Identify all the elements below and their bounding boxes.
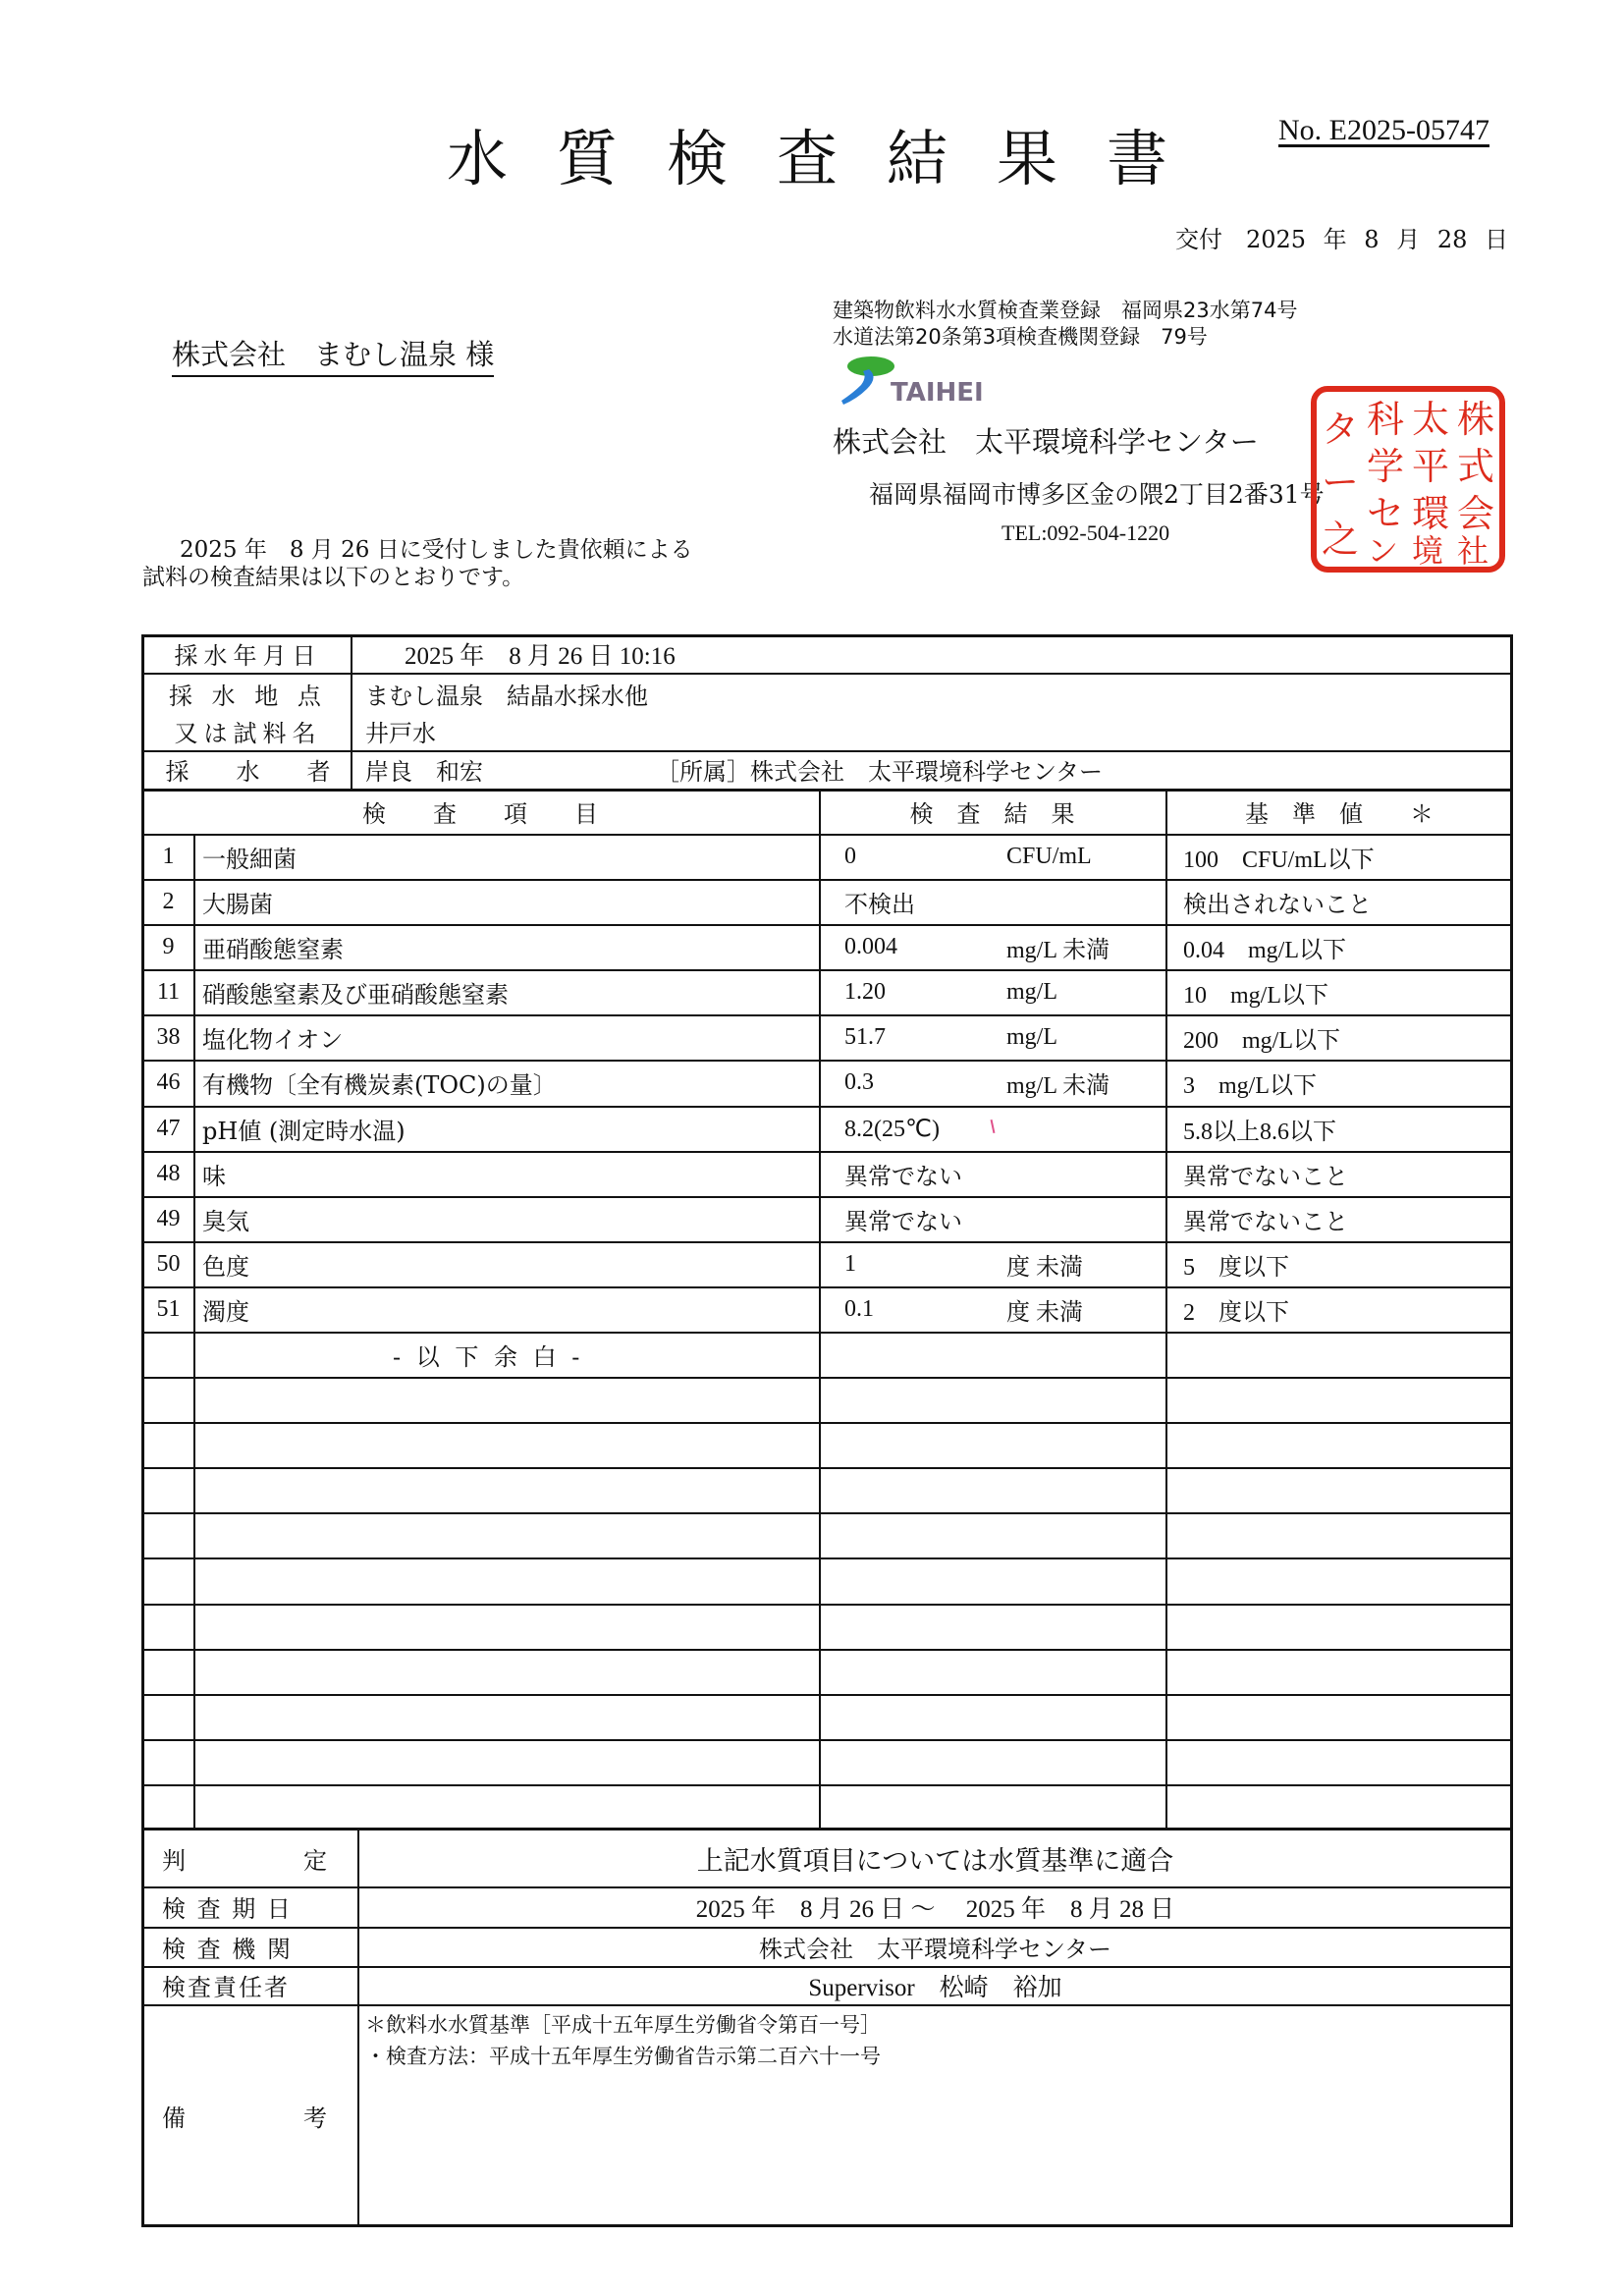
sample-date-value: 2025 年 8 月 26 日 10:16 [405, 642, 676, 670]
row-number: 9 [162, 933, 175, 959]
judgment-value: 上記水質項目については水質基準に適合 [696, 1845, 1174, 1877]
request-line-2: 試料の検査結果は以下のとおりです。 [142, 565, 525, 590]
row-standard: 100 CFU/mL以下 [1183, 847, 1375, 873]
table-rule [141, 1377, 1513, 1379]
row-standard: 2 度以下 [1183, 1299, 1289, 1326]
svg-text:環: 環 [1412, 492, 1450, 535]
row-number: 51 [156, 1295, 181, 1322]
table-rule [141, 1784, 1513, 1786]
row-result-unit: mg/L [1006, 1023, 1057, 1050]
judgment-label: 判 定 [162, 1846, 327, 1875]
table-bottom-border [141, 2224, 1513, 2227]
issue-date: 交付 2025 年 8 月 28 日 [1174, 226, 1508, 253]
row-result-value: 異常でない [844, 1209, 962, 1235]
row-result-value: 1 [844, 1250, 856, 1277]
logo-text: TAIHEI [891, 378, 984, 407]
row-number: 1 [162, 843, 175, 869]
row-number: 2 [162, 888, 175, 914]
table-rule [141, 1422, 1513, 1424]
row-standard: 0.04 mg/L以下 [1183, 937, 1346, 963]
sample-location-label-1: 採 水 地 点 [169, 682, 327, 710]
company-logo [839, 355, 1006, 407]
agency-value: 株式会社 太平環境科学センター [758, 1935, 1112, 1963]
row-item: 亜硝酸態窒素 [202, 935, 344, 963]
remarks-label: 備 考 [162, 2104, 327, 2132]
end-of-list-marker: - 以 下 余 白 - [393, 1342, 584, 1371]
svg-text:タ: タ [1322, 408, 1360, 451]
sample-location-value: まむし温泉 結晶水採水他 [365, 682, 648, 710]
client-name: 株式会社 まむし温泉 様 [172, 333, 494, 377]
agency-label: 検 査 機 関 [162, 1935, 293, 1963]
table-rule [141, 1557, 1513, 1559]
table-rule [141, 1512, 1513, 1514]
svg-text:科: 科 [1367, 398, 1405, 441]
table-rule [141, 1332, 1513, 1334]
row-number: 49 [156, 1205, 181, 1231]
table-rule [141, 2004, 1513, 2006]
row-number: 46 [156, 1068, 181, 1095]
svg-text:会: 会 [1457, 492, 1495, 535]
manager-label: 検査責任者 [162, 1974, 290, 2001]
row-standard: 異常でないこと [1183, 1164, 1348, 1190]
row-item: 一般細菌 [202, 845, 297, 873]
row-standard: 異常でないこと [1183, 1209, 1348, 1235]
row-result-value: 8.2(25℃) [844, 1116, 940, 1142]
row-result-value: 0.3 [844, 1068, 874, 1095]
sample-label-divider [351, 634, 352, 789]
remarks-line-2: ・検査方法：平成十五年厚生労働省告示第二百六十一号 [365, 2045, 881, 2068]
standard-column-divider [1165, 789, 1167, 1830]
row-item: 大腸菌 [202, 890, 273, 918]
svg-text:之: 之 [1322, 518, 1360, 561]
row-result-unit: mg/L 未満 [1006, 937, 1110, 963]
row-item: 色度 [202, 1252, 249, 1281]
remarks-line-1: ＊飲料水水質基準［平成十五年厚生労働省令第百一号］ [365, 2013, 881, 2037]
row-standard: 200 mg/L以下 [1183, 1027, 1340, 1054]
column-header-result: 検 査 結 果 [909, 799, 1075, 828]
column-header-item: 検 査 項 目 [362, 799, 598, 828]
row-standard: 5.8以上8.6以下 [1183, 1119, 1336, 1145]
row-item: 味 [202, 1162, 226, 1190]
row-result-unit: 度 未満 [1006, 1254, 1083, 1281]
row-result-unit: mg/L [1006, 978, 1057, 1005]
svg-text:式: 式 [1457, 445, 1495, 488]
table-rule [141, 1467, 1513, 1469]
pen-mark [991, 1120, 996, 1133]
table-rule [141, 1649, 1513, 1651]
sampler-name: 岸良 和宏 [365, 758, 483, 786]
number-column-divider [193, 834, 195, 1830]
sample-date-label: 採水年月日 [174, 642, 322, 670]
request-line-1: 2025 年 8 月 26 日に受付しました貴依頼による [180, 537, 693, 563]
row-item: 有機物〔全有機炭素(TOC)の量〕 [202, 1070, 557, 1099]
row-standard: 3 mg/L以下 [1183, 1072, 1317, 1099]
svg-text:社: 社 [1457, 532, 1489, 570]
sampler-label: 採 水 者 [165, 758, 331, 786]
row-number: 11 [156, 978, 181, 1005]
manager-value: Supervisor 松崎 裕加 [808, 1974, 1062, 2001]
row-number: 38 [156, 1023, 181, 1050]
table-rule [141, 1286, 1513, 1288]
document-number: No. E2025-05747 [1278, 114, 1489, 146]
table-rule [141, 1604, 1513, 1606]
row-number: 47 [156, 1115, 181, 1141]
row-standard: 検出されないこと [1183, 892, 1372, 918]
row-result-value: 0.1 [844, 1295, 874, 1322]
svg-text:株: 株 [1457, 398, 1495, 441]
row-item: pH値 (測定時水温) [202, 1117, 406, 1145]
row-result-value: 異常でない [844, 1164, 962, 1190]
table-rule [141, 673, 1513, 675]
svg-text:太: 太 [1412, 398, 1450, 441]
row-number: 48 [156, 1160, 181, 1186]
table-rule [141, 1241, 1513, 1243]
issuer-address: 福岡県福岡市博多区金の隈2丁目2番31号 [869, 480, 1325, 509]
result-column-divider [819, 789, 821, 1830]
issuer-company: 株式会社 太平環境科学センター [833, 425, 1259, 459]
row-number: 50 [156, 1250, 181, 1277]
column-header-standard: 基 準 値 ＊ [1245, 799, 1434, 828]
row-result-unit: 度 未満 [1006, 1299, 1083, 1326]
row-result-unit: CFU/mL [1006, 843, 1092, 869]
period-label: 検 査 期 日 [162, 1895, 293, 1923]
row-result-value: 0.004 [844, 933, 897, 959]
period-value: 2025 年 8 月 26 日 ～ 2025 年 8 月 28 日 [695, 1895, 1175, 1923]
row-standard: 10 mg/L以下 [1183, 982, 1328, 1009]
row-standard: 5 度以下 [1183, 1254, 1289, 1281]
row-result-value: 0 [844, 843, 856, 869]
table-rule [141, 1694, 1513, 1696]
svg-text:学: 学 [1367, 445, 1405, 488]
registration-waterworks: 水道法第20条第3項検査機関登録 79号 [833, 325, 1208, 349]
row-item: 臭気 [202, 1207, 249, 1235]
table-rule [141, 1739, 1513, 1741]
row-item: 濁度 [202, 1297, 249, 1326]
row-item: 硝酸態窒素及び亜硝酸態窒素 [202, 980, 509, 1009]
svg-text:平: 平 [1412, 445, 1450, 488]
svg-text:セ: セ [1367, 492, 1405, 535]
sample-name-value: 井戸水 [365, 719, 436, 747]
svg-text:ー: ー [1322, 461, 1360, 504]
row-result-unit: mg/L 未満 [1006, 1072, 1110, 1099]
company-seal [1310, 385, 1506, 574]
row-result-value: 不検出 [844, 892, 915, 918]
row-result-value: 51.7 [844, 1023, 886, 1050]
row-result-value: 1.20 [844, 978, 886, 1005]
sampler-affiliation: ［所属］株式会社 太平環境科学センター [656, 758, 1104, 786]
svg-text:境: 境 [1412, 532, 1444, 570]
row-item: 塩化物イオン [202, 1025, 344, 1054]
registration-building: 建築物飲料水水質検査業登録 福岡県23水第74号 [833, 299, 1298, 322]
svg-text:ン: ン [1367, 532, 1399, 570]
document-title: 水質検査結果書 [447, 123, 1218, 194]
sample-location-label-2: 又は試料名 [174, 719, 322, 747]
issuer-phone: TEL:092-504-1220 [1001, 520, 1170, 545]
